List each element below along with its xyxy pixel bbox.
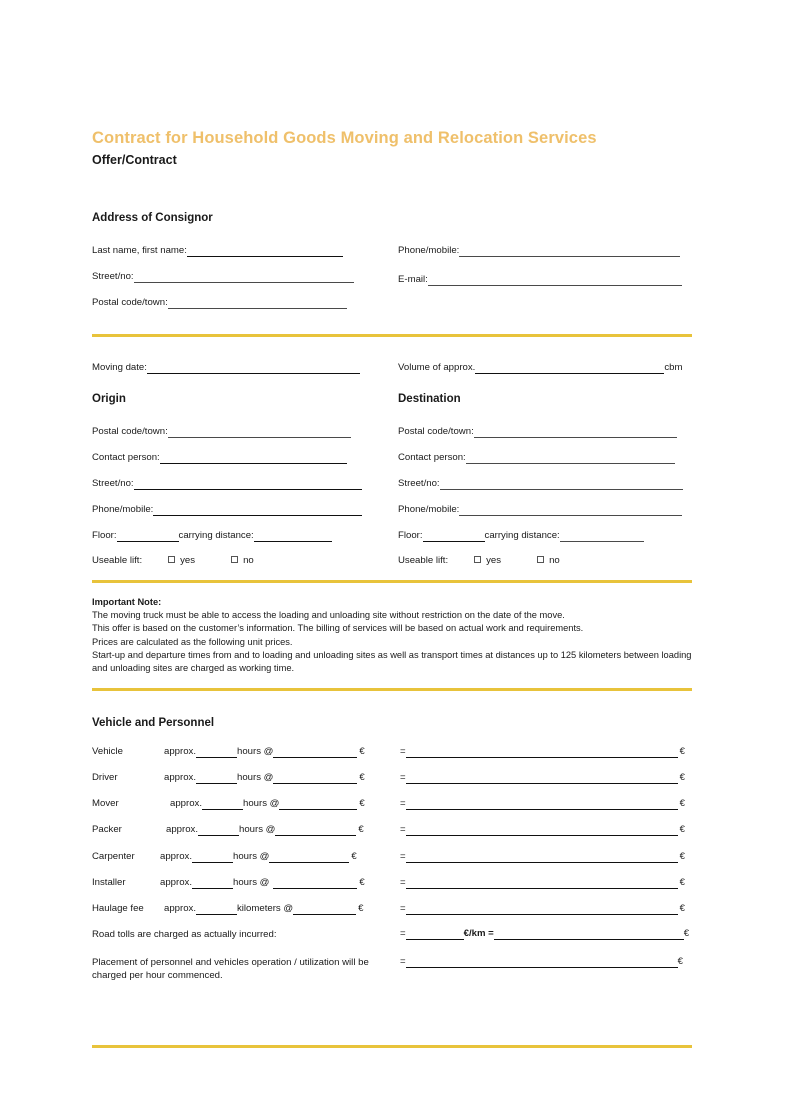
- row-label: Vehicle: [92, 746, 123, 757]
- field-label-carrying-distance: carrying distance:: [178, 530, 254, 541]
- euro-symbol: €: [679, 746, 685, 757]
- field-input-line[interactable]: [466, 452, 675, 464]
- field-destination-postal[interactable]: [398, 426, 677, 438]
- euro-symbol: €: [679, 851, 685, 862]
- row-total-group[interactable]: [400, 798, 685, 810]
- field-origin-postal[interactable]: [92, 426, 351, 438]
- field-label: Contact person:: [92, 452, 160, 463]
- checkbox-origin-lift-yes[interactable]: [168, 555, 195, 566]
- row-total-group[interactable]: [400, 851, 685, 863]
- field-label: Useable lift:: [92, 555, 143, 566]
- field-label: Postal code/town:: [92, 297, 168, 308]
- euro-symbol: €: [358, 824, 364, 835]
- checkbox-label: no: [549, 555, 560, 566]
- placement-total-line[interactable]: [406, 956, 678, 968]
- field-consignor-street[interactable]: [92, 271, 354, 283]
- checkbox-icon[interactable]: [168, 556, 175, 563]
- field-destination-street[interactable]: [398, 478, 683, 490]
- hours-input-line[interactable]: [196, 772, 237, 784]
- field-input-line[interactable]: [254, 530, 332, 542]
- field-label: Street/no:: [398, 478, 440, 489]
- equals-symbol: =: [400, 851, 406, 862]
- road-tolls-label: Road tolls are charged as actually incurred:: [92, 929, 277, 940]
- row-quantity-group[interactable]: [160, 877, 365, 889]
- unit-label: hours @: [243, 798, 280, 809]
- page-title: Contract for Household Goods Moving and Relocation Services: [92, 129, 597, 147]
- euro-symbol: €: [679, 877, 685, 888]
- euro-symbol: €: [679, 824, 685, 835]
- divider-rule-3: [92, 688, 692, 691]
- rate-input-line[interactable]: [293, 903, 356, 915]
- row-total-group[interactable]: [400, 772, 685, 784]
- unit-label: hours @: [239, 824, 276, 835]
- checkbox-label: yes: [180, 555, 196, 566]
- row-quantity-group[interactable]: [164, 903, 363, 915]
- unit-label: hours @: [237, 772, 274, 783]
- field-input-line[interactable]: [168, 426, 351, 438]
- approx-label: approx.: [164, 772, 196, 783]
- row-quantity-group[interactable]: [164, 746, 365, 758]
- field-label: Phone/mobile:: [92, 504, 154, 515]
- rate-input-line[interactable]: [273, 877, 357, 889]
- euro-symbol: €: [679, 798, 685, 809]
- field-destination-contact[interactable]: [398, 452, 675, 464]
- equals-symbol: =: [400, 746, 406, 757]
- checkbox-icon[interactable]: [537, 556, 544, 563]
- important-note-block: [92, 596, 694, 675]
- table-row[interactable]: [92, 796, 692, 810]
- equals-symbol: =: [400, 798, 406, 809]
- field-origin-phone[interactable]: [92, 504, 362, 516]
- checkrow-origin-useable-lift: [92, 555, 290, 566]
- euro-symbol: €: [358, 903, 364, 914]
- hours-input-line[interactable]: [192, 851, 233, 863]
- field-label-carrying-distance: carrying distance:: [484, 530, 560, 541]
- field-label: Postal code/town:: [398, 426, 474, 437]
- equals-symbol: =: [400, 772, 406, 783]
- field-label: Contact person:: [398, 452, 466, 463]
- divider-rule-1: [92, 334, 692, 337]
- approx-label: approx.: [160, 851, 192, 862]
- euro-symbol: €: [359, 877, 365, 888]
- placement-label: Placement of personnel and vehicles operation / utilization will be charged per hour commenced.: [92, 957, 369, 981]
- field-volume[interactable]: [398, 362, 682, 374]
- field-label: E-mail:: [398, 274, 428, 285]
- approx-label: approx.: [164, 903, 196, 914]
- total-input-line[interactable]: [406, 851, 678, 863]
- approx-label: approx.: [166, 824, 198, 835]
- hours-input-line[interactable]: [202, 798, 243, 810]
- field-input-line[interactable]: [459, 245, 680, 257]
- field-input-line[interactable]: [160, 452, 347, 464]
- field-input-line[interactable]: [428, 274, 682, 286]
- checkbox-destination-lift-yes[interactable]: [474, 555, 501, 566]
- equals-symbol: =: [400, 824, 406, 835]
- field-label: Phone/mobile:: [398, 245, 460, 256]
- unit-label: hours @: [233, 877, 270, 888]
- field-moving-date[interactable]: [92, 362, 360, 374]
- field-unit-cbm: cbm: [664, 362, 683, 373]
- field-input-line[interactable]: [475, 362, 664, 374]
- section-heading-destination: Destination: [398, 393, 461, 405]
- section-heading-origin: Origin: [92, 393, 126, 405]
- total-input-line[interactable]: [406, 798, 678, 810]
- unit-label: hours @: [237, 746, 274, 757]
- equals-symbol: =: [400, 928, 406, 939]
- table-row[interactable]: [92, 901, 692, 915]
- equals-symbol: =: [400, 903, 406, 914]
- field-label: Floor:: [398, 530, 423, 541]
- row-label: Carpenter: [92, 851, 135, 862]
- rate-unit-label: €/km =: [463, 928, 494, 939]
- row-total-group[interactable]: [400, 746, 685, 758]
- field-input-line[interactable]: [134, 478, 362, 490]
- important-note-line-3: Prices are calculated as the following unit prices.: [92, 636, 293, 647]
- row-total-group[interactable]: [400, 877, 685, 889]
- field-label: Useable lift:: [398, 555, 449, 566]
- hours-input-line[interactable]: [198, 824, 239, 836]
- euro-symbol: €: [683, 928, 690, 939]
- important-note-line-1: The moving truck must be able to access the loading and unloading site without restriction on the date of the move.: [92, 610, 565, 621]
- divider-rule-2: [92, 580, 692, 583]
- row-label: Driver: [92, 772, 118, 783]
- field-input-line[interactable]: [474, 426, 677, 438]
- important-note-title: Important Note:: [92, 597, 162, 607]
- total-input-line[interactable]: [406, 746, 678, 758]
- field-input-line[interactable]: [560, 530, 644, 542]
- euro-symbol: €: [679, 903, 685, 914]
- euro-symbol: €: [351, 851, 357, 862]
- table-row[interactable]: [92, 875, 692, 889]
- rate-input-line[interactable]: [273, 772, 357, 784]
- equals-symbol: =: [400, 956, 406, 967]
- field-consignor-postal[interactable]: [92, 297, 347, 309]
- field-consignor-email[interactable]: [398, 274, 682, 286]
- road-tolls-value-group[interactable]: [400, 928, 689, 940]
- page-subtitle: Offer/Contract: [92, 153, 177, 167]
- checkbox-label: yes: [486, 555, 502, 566]
- field-label: Last name, first name:: [92, 245, 187, 256]
- table-row[interactable]: [92, 744, 692, 758]
- field-label: Floor:: [92, 530, 117, 541]
- field-label: Postal code/town:: [92, 426, 168, 437]
- field-label: Phone/mobile:: [398, 504, 460, 515]
- row-label: Packer: [92, 824, 122, 835]
- field-label: Volume of approx.: [398, 362, 476, 373]
- field-consignor-phone[interactable]: [398, 245, 680, 257]
- field-input-line[interactable]: [459, 504, 682, 516]
- section-heading-consignor: Address of Consignor: [92, 212, 213, 224]
- field-label: Street/no:: [92, 478, 134, 489]
- euro-symbol: €: [359, 746, 365, 757]
- total-input-line[interactable]: [406, 877, 678, 889]
- field-label: Moving date:: [92, 362, 147, 373]
- field-origin-street[interactable]: [92, 478, 362, 490]
- euro-symbol: €: [677, 956, 683, 967]
- row-label: Installer: [92, 877, 126, 888]
- checkbox-destination-lift-no[interactable]: [537, 555, 560, 566]
- row-quantity-group[interactable]: [164, 772, 365, 784]
- field-last-first-name[interactable]: [92, 245, 343, 257]
- unit-label: kilometers @: [237, 903, 294, 914]
- field-destination-floor[interactable]: [398, 530, 644, 542]
- placement-value-group[interactable]: [400, 956, 683, 968]
- row-label: Mover: [92, 798, 119, 809]
- checkbox-label: no: [243, 555, 254, 566]
- field-input-line[interactable]: [147, 362, 360, 374]
- field-input-line[interactable]: [134, 271, 354, 283]
- field-input-line[interactable]: [440, 478, 683, 490]
- euro-symbol: €: [679, 772, 685, 783]
- approx-label: approx.: [164, 746, 196, 757]
- table-row[interactable]: [92, 849, 692, 863]
- field-input-line[interactable]: [168, 297, 347, 309]
- row-quantity-group[interactable]: [166, 824, 364, 836]
- table-row[interactable]: [92, 822, 692, 836]
- row-quantity-group[interactable]: [170, 798, 365, 810]
- field-input-line[interactable]: [117, 530, 179, 542]
- field-origin-floor[interactable]: [92, 530, 332, 542]
- road-tolls-total-line[interactable]: [494, 928, 684, 940]
- table-row[interactable]: [92, 770, 692, 784]
- field-destination-phone[interactable]: [398, 504, 682, 516]
- checkbox-icon[interactable]: [474, 556, 481, 563]
- field-input-line[interactable]: [423, 530, 485, 542]
- euro-symbol: €: [359, 772, 365, 783]
- hours-input-line[interactable]: [192, 877, 233, 889]
- rate-input-line[interactable]: [275, 824, 356, 836]
- kilometers-input-line[interactable]: [196, 903, 237, 915]
- rate-input-line[interactable]: [279, 798, 357, 810]
- checkbox-icon[interactable]: [231, 556, 238, 563]
- hours-input-line[interactable]: [196, 746, 237, 758]
- field-label: Street/no:: [92, 271, 134, 282]
- approx-label: approx.: [160, 877, 192, 888]
- rate-input-line[interactable]: [269, 851, 349, 863]
- divider-rule-4: [92, 1045, 692, 1048]
- field-input-line[interactable]: [153, 504, 362, 516]
- road-tolls-rate-line[interactable]: [406, 928, 464, 940]
- section-heading-vehicle-personnel: Vehicle and Personnel: [92, 717, 215, 729]
- rate-input-line[interactable]: [273, 746, 357, 758]
- field-input-line[interactable]: [187, 245, 343, 257]
- row-total-group[interactable]: [400, 903, 685, 915]
- important-note-line-4: Start-up and departure times from and to loading and unloading sites as well as transport times at distances up to 125 kilometers between loading and unloading sites are charged as working time.: [92, 649, 692, 674]
- field-origin-contact[interactable]: [92, 452, 347, 464]
- row-total-group[interactable]: [400, 824, 685, 836]
- unit-label: hours @: [233, 851, 270, 862]
- row-label: Haulage fee: [92, 903, 144, 914]
- euro-symbol: €: [359, 798, 365, 809]
- important-note-line-2: This offer is based on the customer’s information. The billing of services will be based on actual work and requirements.: [92, 623, 584, 634]
- checkrow-destination-useable-lift: [398, 555, 596, 566]
- row-quantity-group[interactable]: [160, 851, 357, 863]
- total-input-line[interactable]: [406, 824, 678, 836]
- total-input-line[interactable]: [406, 772, 678, 784]
- equals-symbol: =: [400, 877, 406, 888]
- total-input-line[interactable]: [406, 903, 678, 915]
- checkbox-origin-lift-no[interactable]: [231, 555, 254, 566]
- approx-label: approx.: [170, 798, 202, 809]
